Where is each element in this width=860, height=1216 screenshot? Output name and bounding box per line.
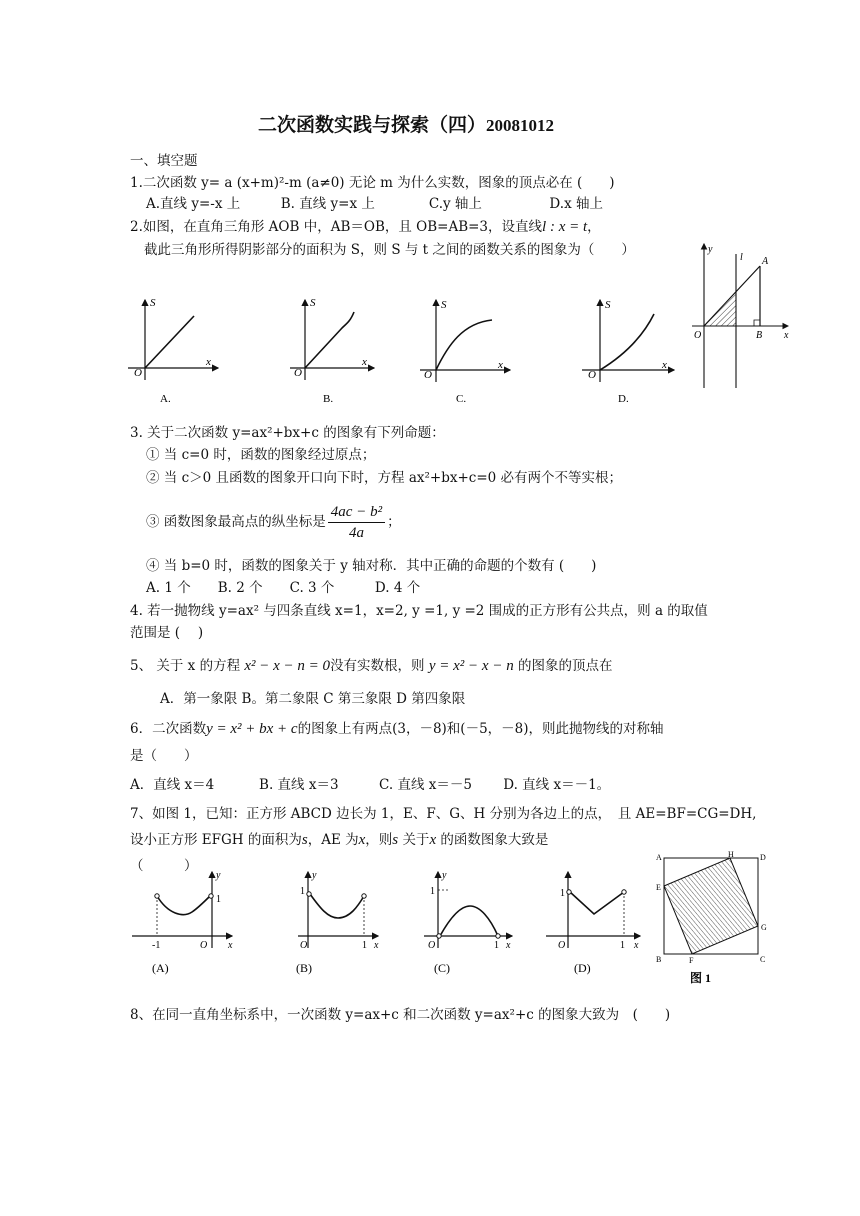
q2-c-axis-x: x [498, 359, 503, 371]
q7-b-axis-y: y [312, 870, 317, 881]
q5-stem-b: 没有实数根，则 [330, 658, 425, 674]
q7-graph-d [546, 872, 640, 975]
fig1-vertex-d: D [760, 853, 766, 862]
q2-b-letter: B. [323, 393, 334, 405]
q2-b-origin: O [294, 367, 302, 379]
q3-fraction [328, 502, 385, 543]
q7-square-figure [652, 850, 772, 990]
q7-c-origin: O [428, 940, 436, 951]
q5-options: A．第一象限 B。第二象限 C 第三象限 D 第四象限 [160, 691, 466, 707]
fig1-vertex-b: B [656, 955, 662, 964]
small-square-efgh [664, 858, 758, 954]
q2-graph-b [290, 297, 374, 405]
q4-line1: 4. 若一抛物线 y=ax² 与四条直线 x=1，x=2, y =1, y =2 围成的正方形有公共点，则 a 的取值 [130, 603, 708, 619]
q3-fraction-denominator: 4a [348, 525, 364, 541]
q2-a-letter: A. [160, 393, 171, 405]
fig2-label-l: l [740, 252, 743, 263]
q3-proposition-1: ① 当 c=0 时，函数的图象经过原点； [146, 447, 376, 463]
q2-graph-a [128, 297, 218, 405]
fig1-caption: 图 1 [690, 971, 712, 985]
q7-d-origin: O [558, 940, 566, 951]
q5-stem-a: 5、 关于 x 的方程 [130, 658, 241, 674]
q6-stem-a: 6．二次函数 [130, 721, 207, 737]
q7-graph-a [132, 870, 233, 975]
q3-p3-text: ③ 函数图象最高点的纵坐标是 [146, 514, 326, 530]
q2-a-axis-x: x [206, 356, 211, 368]
q7-b-origin: O [300, 940, 308, 951]
q5-equation-1: x² − x − n = 0 [244, 658, 331, 674]
q7-a-letter: (A) [152, 961, 169, 975]
q7-curve-c [440, 906, 498, 936]
q7-curve-d [570, 892, 624, 914]
q2-d-axis-s: S [605, 299, 611, 311]
q6-stem-b: 的图象上有两点(3，－8)和(－5，－8)，则此抛物线的对称轴 [297, 721, 664, 737]
q3-fraction-numerator: 4ac − b² [328, 502, 385, 523]
q2-curve-a [145, 316, 194, 368]
q2-triangle-figure [688, 240, 798, 390]
fig2-label-y: y [708, 244, 713, 255]
q7-a-axis-x: x [228, 940, 233, 951]
q7-line1: 7、如图 1，已知：正方形 ABCD 边长为 1，E、F、G、H 分别为各边上的点， 且 AE=BF=CG=DH, [130, 806, 757, 822]
q7-d-axis-x: x [634, 940, 639, 951]
q2-option-graphs [118, 290, 688, 410]
title-date: 20081012 [486, 116, 555, 135]
q7-l2-d: 关于 [402, 832, 430, 848]
q6-options: A．直线 x＝4 B. 直线 x＝3 C. 直线 x＝－5 D. 直线 x＝－1。 [130, 777, 611, 793]
fig2-label-o: O [694, 330, 702, 341]
q2-stem-line2: 截此三角形所得阴影部分的面积为 S，则 S 与 t 之间的函数关系的图象为（ ） [144, 242, 635, 258]
fig1-vertex-a: A [656, 853, 662, 862]
fig1-vertex-f: F [689, 956, 694, 965]
q8-stem: 8、在同一直角坐标系中，一次函数 y=ax+c 和二次函数 y=ax²+c 的图象大致为 ( ) [130, 1007, 671, 1023]
q3-p3-end: ； [387, 514, 401, 530]
q2-curve-c [436, 320, 492, 370]
q7-c-one-x: 1 [494, 940, 499, 951]
q7-c-axis-x: x [506, 940, 511, 951]
fig1-vertex-e: E [656, 883, 661, 892]
q7-d-letter: (D) [574, 961, 591, 975]
q7-var-s: s [301, 832, 308, 848]
q7-a-axis-y: y [216, 870, 221, 881]
q7-l2-a: 设小正方形 EFGH 的面积为 [130, 832, 302, 848]
q2-b-axis-x: x [362, 356, 367, 368]
q3-options: A. 1 个 B. 2 个 C. 3 个 D. 4 个 [146, 580, 421, 596]
q7-answer-paren: （ ） [130, 858, 198, 874]
q6-line2: 是（ ） [130, 748, 198, 764]
q1-options: A.直线 y=-x 上 B. 直线 y=x 上 C.y 轴上 D.x 轴上 [146, 196, 603, 212]
q7-a-minus-one: -1 [152, 940, 161, 951]
q3-stem: 3. 关于二次函数 y=ax²+bx+c 的图象有下列命题： [130, 425, 445, 441]
q2-curve-b [305, 312, 354, 368]
q7-l2-e: 的函数图象大致是 [440, 832, 549, 848]
q7-var-x: x [358, 832, 366, 848]
q3-proposition-3 [146, 502, 401, 543]
q1-stem: 1.二次函数 y= a (x+m)²-m (a≠0) 无论 m 为什么实数，图象的顶点必在 ( ) [130, 175, 615, 191]
q2-graph-c [420, 299, 510, 405]
q7-d-one-x: 1 [620, 940, 625, 951]
page-title [258, 116, 554, 135]
q7-c-axis-y: y [442, 870, 447, 881]
fig2-label-b: B [756, 330, 763, 341]
q5-stem [130, 657, 613, 675]
q7-a-origin: O [200, 940, 208, 951]
q2-d-letter: D. [618, 393, 629, 405]
q6-equation: y = x² + bx + c [206, 721, 298, 737]
q7-curve-a [157, 896, 210, 915]
q2-graph-d [582, 299, 674, 405]
q2-stem-b: ， [587, 219, 601, 235]
q2-c-axis-s: S [441, 299, 447, 311]
q2-c-letter: C. [456, 393, 467, 405]
fig2-label-a: A [762, 256, 769, 267]
section-heading: 一、填空题 [130, 153, 198, 169]
q4-line2: 范围是 ( ) [130, 625, 204, 641]
q7-option-graphs [128, 868, 644, 980]
q7-b-axis-x: x [374, 940, 379, 951]
q2-b-axis-s: S [310, 297, 316, 309]
q7-var-s-2: s [392, 832, 399, 848]
fig1-vertex-g: G [761, 923, 767, 932]
q3-proposition-2: ② 当 c＞0 且函数的图象开口向下时，方程 ax²+bx+c=0 必有两个不等实根； [146, 470, 623, 486]
q7-c-one: 1 [430, 886, 435, 897]
q7-curve-b [310, 894, 364, 918]
q7-b-one: 1 [300, 886, 305, 897]
q2-stem-line1 [130, 218, 601, 236]
q2-a-origin: O [134, 367, 142, 379]
q2-d-origin: O [588, 369, 596, 381]
q2-line-equation: l : x = t [542, 219, 588, 235]
q2-a-axis-s: S [150, 297, 156, 309]
q7-l2-b: ，AE 为 [307, 832, 359, 848]
q2-stem-a: 2.如图，在直角三角形 AOB 中，AB＝OB，且 OB=AB=3，设直线 [130, 219, 543, 235]
title-text: 二次函数实践与探索（四） [258, 114, 487, 136]
q5-equation-2: y = x² − x − n [428, 658, 514, 674]
fig2-label-x: x [784, 330, 789, 341]
q7-b-one-x: 1 [362, 940, 367, 951]
q7-line2 [130, 831, 548, 849]
fig1-vertex-c: C [760, 955, 766, 964]
q7-a-one: 1 [216, 894, 221, 905]
q2-d-axis-x: x [662, 359, 667, 371]
q5-stem-c: 的图象的顶点在 [518, 658, 613, 674]
q7-l2-c: ，则 [365, 832, 393, 848]
q2-curve-d [600, 314, 654, 370]
fig1-vertex-h: H [728, 850, 734, 859]
q7-b-letter: (B) [296, 961, 312, 975]
q7-graph-b [296, 870, 379, 975]
q2-c-origin: O [424, 369, 432, 381]
q7-c-letter: (C) [434, 961, 450, 975]
q6-stem [130, 720, 664, 738]
q3-proposition-4: ④ 当 b=0 时，函数的图象关于 y 轴对称．其中正确的命题的个数有 ( ) [146, 558, 597, 574]
q7-d-one: 1 [560, 888, 565, 899]
q7-var-x-2: x [429, 832, 437, 848]
q7-graph-c [424, 870, 512, 975]
